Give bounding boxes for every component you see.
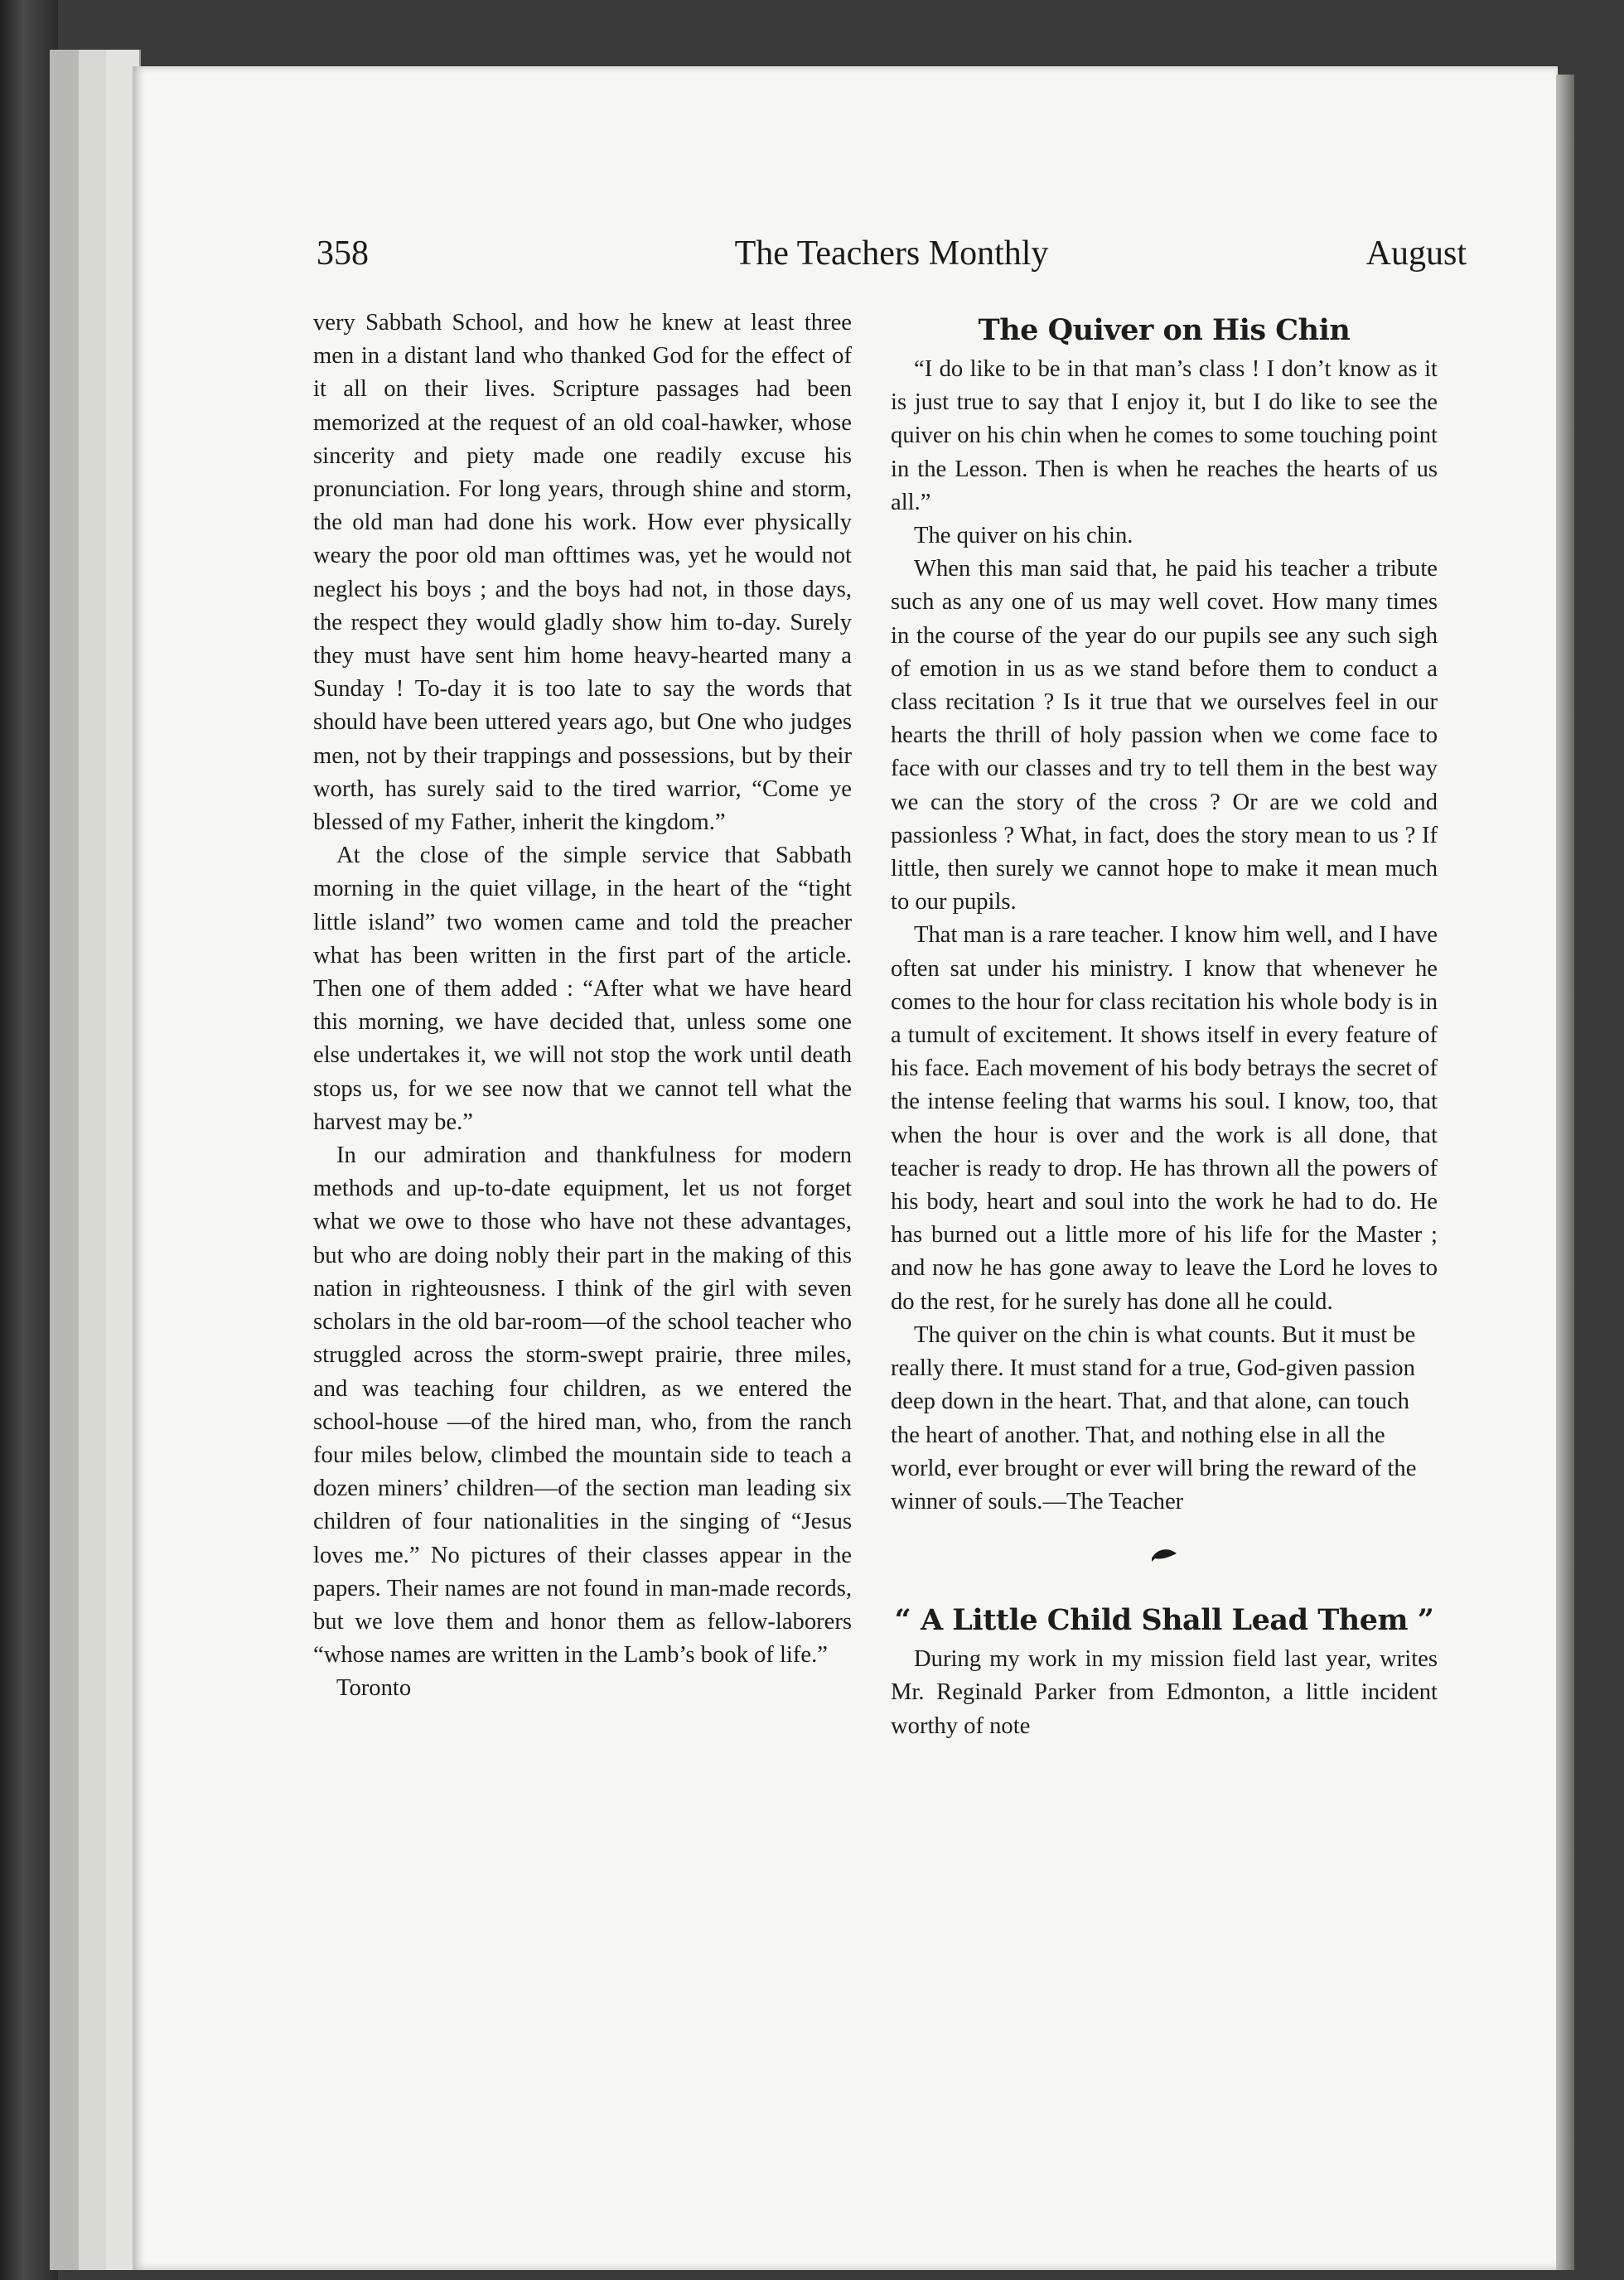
page-right-edge (1556, 75, 1574, 2270)
running-header (317, 234, 1467, 283)
paragraph: The quiver on his chin. (914, 523, 1133, 549)
article-title: The Quiver on His Chin (978, 313, 1351, 347)
paragraph: That man is a rare teacher. I know him well, and I have often sat under his ministry. I know that whenever he comes to the hour for class recitation his whole body is in a tumult of excitement. It shows itself in every feature of his face. Each movement of his body betrays the secret of the intense feeling that warms his soul. I know, too, that when the hour is over and the work is all done, that teacher is ready to drop. He has thrown all the powers of his body, heart and soul into the work he had to do. He has burned out a little more of his life for the Master ; and now he has gone away to leave the Lord he loves to do the rest, for he surely has done all he could. (891, 922, 1438, 1315)
paragraph: In our admiration and thankfulness for modern methods and up-to-date equipment, let us not forget what we owe to those who have not these advantages, but who are doing nobly their part in the making of this nation in righteousness. I think of the girl with seven scholars in the old bar-room—of the school teacher who struggled across the storm-swept prairie, three miles, and was teaching four children, as we entered the school-house —of the hired man, who, from the ranch four miles below, climbed the mountain side to teach a dozen miners’ children—of the section man leading six children of four nationalities in the singing of “Jesus loves me.” No pictures of their classes appear in the papers. Their names are not found in man-made records, but we love them and honor them as fellow-laborers “whose names are written in the Lamb’s book of life.” (313, 1142, 852, 1669)
paragraph: “I do like to be in that man’s class ! I don’t know as it is just true to say that I enjoy it, but I do like to see the quiver on his chin when he comes to some touching point in the Lesson. Then is when he reaches the hearts of us all.” (891, 356, 1438, 515)
section-divider (891, 1537, 1438, 1570)
paragraph: During my work in my mission field last year, writes Mr. Reginald Parker from Edmonton, a little incident worthy of note (891, 1646, 1438, 1739)
paragraph: The quiver on the chin is what counts. But it must be really there. It must stand for a true, God-given passion deep down in the heart. That, and that alone, can touch the heart of another. That, and nothing else in all the world, ever brought or ever will bring the reward of the winner of souls.—The Teacher (891, 1321, 1417, 1514)
page-number: 358 (317, 234, 369, 273)
right-column (891, 313, 1438, 1743)
issue-month: August (1365, 234, 1467, 273)
paragraph: When this man said that, he paid his teacher a tribute such as any one of us may well covet. How many times in the course of the year do our pupils see any such sigh of emotion in us as we stand before them to conduct a class recitation ? Is it true that we ourselves feel in our hearts the thrill of holy passion when we come face to face with our classes and try to tell them in the best way we can the story of the cross ? Or are we cold and passionless ? What, in fact, does the story mean to us ? If little, then surely we cannot hope to make it mean much to our pupils. (891, 556, 1438, 915)
leaf-ornament-icon (1150, 1539, 1178, 1567)
paragraph: very Sabbath School, and how he knew at least three men in a distant land who thanked God for the effect of it all on their lives. Scripture passages had been memorized at the request of an old coal-hawker, whose sincerity and piety made one readily excuse his pronunciation. For long years, through shine and storm, the old man had done his work. How ever physically weary the poor old man ofttimes was, yet he would not neglect his boys ; and the boys had not, in those days, the respect they would gladly show him to-day. Surely they must have sent him home heavy-hearted many a Sunday ! To-day it is too late to say the words that should have been uttered years ago, but One who judges men, not by their trappings and possessions, but by their worth, has surely said to the tired warrior, “Come ye blessed of my Father, inherit the kingdom.” (313, 310, 852, 836)
left-column (313, 307, 852, 1706)
paragraph: At the close of the simple service that Sabbath morning in the quiet village, in the heart of the “tight little island” two women came and told the preacher what has been written in the first part of the article. Then one of them added : “After what we have heard this morning, we have decided that, unless some one else undertakes it, we will not stop the work until death stops us, for we see now that we cannot tell what the harvest may be.” (313, 843, 852, 1135)
second-article-title: “ A Little Child Shall Lead Them ” (894, 1603, 1434, 1638)
publication-title: The Teachers Monthly (734, 234, 1049, 273)
signoff-place: Toronto (336, 1675, 412, 1702)
